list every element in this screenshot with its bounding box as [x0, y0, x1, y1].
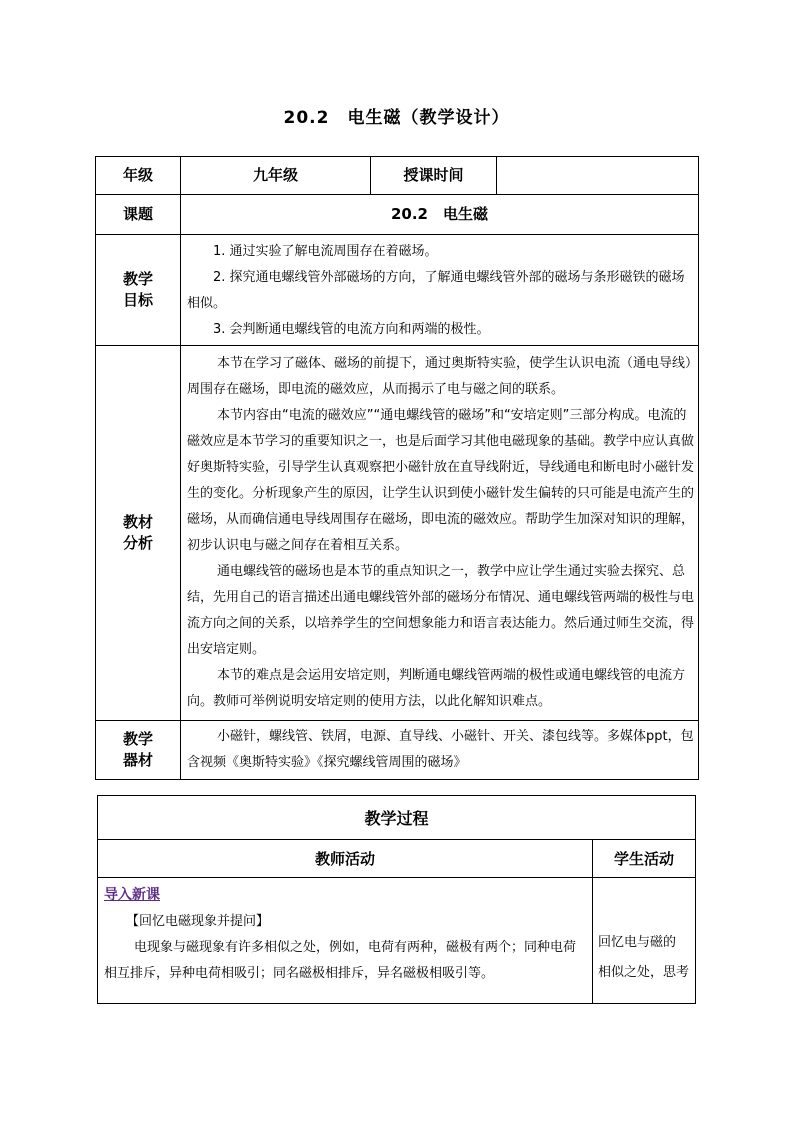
analysis-label [96, 346, 181, 721]
objective-item: 2. 探究通电螺线管外部磁场的方向，了解通电螺线管外部的磁场与条形磁铁的磁场相似。 [187, 270, 685, 311]
objectives-content [181, 235, 699, 346]
equipment-label-line2: 器材 [122, 751, 153, 769]
objectives-row [96, 235, 699, 346]
equipment-label [96, 721, 181, 780]
objectives-label-line1: 教学 [122, 270, 153, 288]
objectives-label [96, 235, 181, 346]
time-label: 授课时间 [371, 157, 497, 195]
objectives-label-line2: 目标 [122, 291, 153, 309]
teacher-activity-text: 电现象与磁现象有许多相似之处，例如，电荷有两种，磁极有两个；同种电荷相互排斥，异种电荷相吸引；同名磁极相排斥，异名磁极相吸引等。 [104, 940, 577, 981]
teaching-process-table [97, 795, 696, 1004]
analysis-label-line1: 教材 [122, 513, 153, 531]
analysis-paragraph: 本节在学习了磁体、磁场的前提下，通过奥斯特实验，使学生认识电流（通电导线）周围存在磁场，即电流的磁效应，从而揭示了电与磁之间的联系。 [187, 356, 692, 397]
lesson-info-table [95, 156, 699, 780]
grade-row [96, 157, 699, 195]
process-row [98, 878, 696, 1004]
grade-value: 九年级 [181, 157, 371, 195]
equipment-label-line1: 教学 [122, 730, 153, 748]
teacher-activity-cell [98, 878, 593, 1004]
equipment-text: 小磁针，螺线管、铁屑，电源、直导线、小磁针、开关、漆包线等。多媒体ppt，包含视频《奥斯特实验》《探究螺线管周围的磁场》 [187, 729, 694, 770]
student-activity-header: 学生活动 [593, 840, 696, 878]
student-activity-cell [593, 878, 696, 1004]
process-header: 教学过程 [98, 796, 696, 840]
objective-item: 1. 通过实验了解电流周围存在着磁场。 [213, 244, 438, 259]
activity-subheading: 【回忆电磁现象并提问】 [126, 914, 270, 929]
teacher-activity-header: 教师活动 [98, 840, 593, 878]
equipment-content [181, 721, 699, 780]
analysis-label-line2: 分析 [122, 534, 153, 552]
topic-value: 20.2 电生磁 [181, 195, 699, 235]
time-value [497, 157, 699, 195]
equipment-row [96, 721, 699, 780]
analysis-paragraph: 本节内容由“电流的磁效应”“通电螺线管的磁场”和“安培定则”三部分构成。电流的磁效应是本节学习的重要知识之一，也是后面学习其他电磁现象的基础。教学中应认真做好奥斯特实验，引导学生认真观察把小磁针放在直导线附近，导线通电和断电时小磁针发生的变化。分析现象产生的原因，让学生认识到使小磁针发生偏转的只可能是电流产生的磁场，从而确信通电导线周围存在磁场，即电流的磁效应。帮助学生加深对知识的理解，初步认识电与磁之间存在着相互关系。 [187, 408, 695, 553]
analysis-row [96, 346, 699, 721]
page-title: 20.2 电生磁（教学设计） [283, 108, 510, 128]
analysis-paragraph: 本节的难点是会运用安培定则，判断通电螺线管两端的极性或通电螺线管的电流方向。教师可举例说明安培定则的使用方法，以此化解知识难点。 [187, 668, 686, 709]
grade-label: 年级 [96, 157, 181, 195]
process-header-row [98, 796, 696, 840]
process-columns-row [98, 840, 696, 878]
topic-row [96, 195, 699, 235]
section-link-intro[interactable]: 导入新课 [104, 887, 160, 903]
student-activity-line: 回忆电与磁的 [598, 935, 677, 950]
topic-label: 课题 [96, 195, 181, 235]
analysis-content [181, 346, 699, 721]
objective-item: 3. 会判断通电螺线管的电流方向和两端的极性。 [213, 322, 490, 337]
student-activity-line: 相似之处，思考 [598, 965, 690, 980]
analysis-paragraph: 通电螺线管的磁场也是本节的重点知识之一，教学中应让学生通过实验去探究、总结，先用自己的语言描述出通电螺线管外部的磁场分布情况、通电螺线管两端的极性与电流方向之间的关系，以培养学生的空间想象能力和语言表达能力。然后通过师生交流，得出安培定则。 [187, 564, 695, 657]
